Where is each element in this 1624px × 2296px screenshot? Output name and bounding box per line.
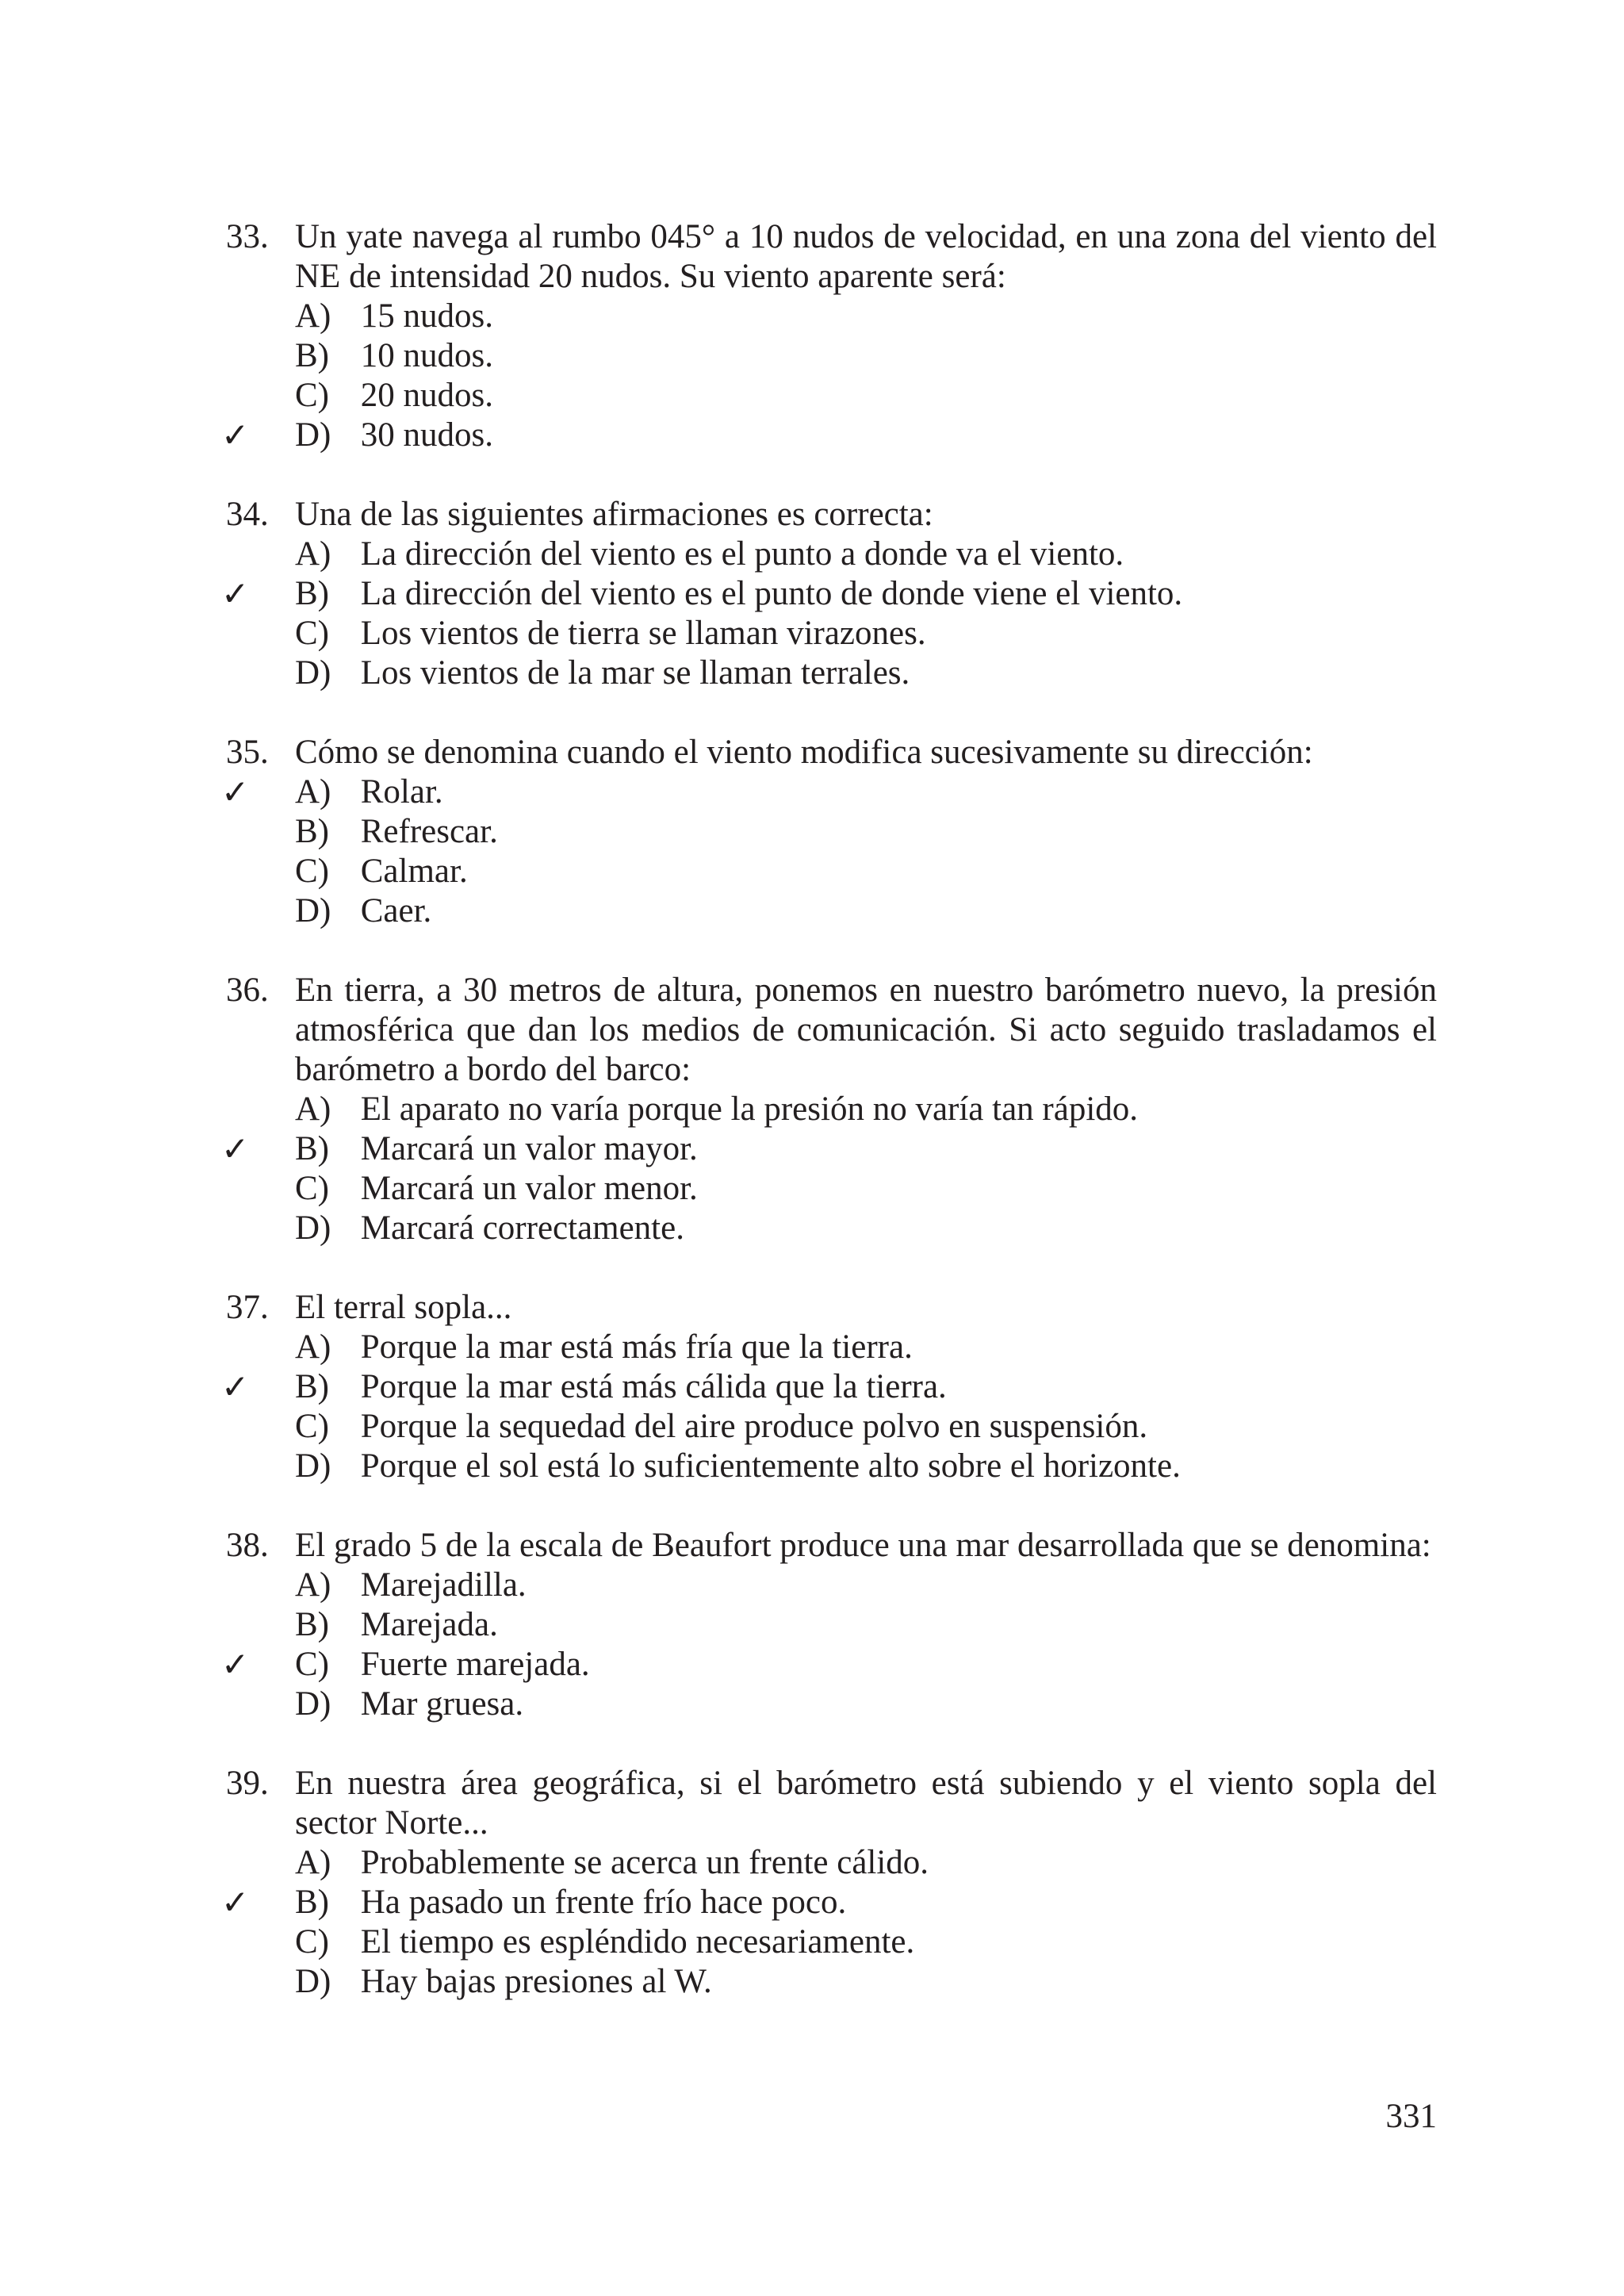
- check-mark-icon: ✓: [221, 1367, 250, 1406]
- question-text: Cómo se denomina cuando el viento modifica sucesivamente su dirección:: [295, 734, 1313, 771]
- option-letter: C): [295, 1408, 329, 1445]
- answer-option: [226, 1328, 1437, 1367]
- answer-options: [221, 772, 1437, 931]
- question-header: [226, 495, 1437, 535]
- option-text: Hay bajas presiones al W.: [360, 1963, 712, 2000]
- answer-option: [226, 1209, 1437, 1248]
- check-mark-icon: ✓: [221, 772, 250, 811]
- question-header: [226, 733, 1437, 772]
- option-text: La dirección del viento es el punto de donde viene el viento.: [360, 575, 1183, 612]
- question-item: [221, 495, 1437, 693]
- option-letter: A): [295, 1844, 331, 1881]
- option-text: Marcará un valor mayor.: [360, 1130, 698, 1167]
- option-text: Rolar.: [360, 773, 443, 811]
- question-item: [221, 1764, 1437, 2002]
- question-number: 36.: [226, 972, 269, 1009]
- answer-option: [226, 1447, 1437, 1486]
- answer-option: [226, 1090, 1437, 1129]
- option-text: Porque la mar está más fría que la tierra.: [360, 1328, 913, 1366]
- question-text: El grado 5 de la escala de Beaufort produce una mar desarrollada que se denomina:: [295, 1527, 1431, 1564]
- option-text: Ha pasado un frente frío hace poco.: [360, 1884, 847, 1921]
- option-letter: B): [295, 1884, 329, 1921]
- option-text: 30 nudos.: [360, 416, 493, 454]
- option-letter: C): [295, 853, 329, 890]
- question-number: 33.: [226, 218, 269, 255]
- answer-option: [221, 772, 1437, 812]
- question-text: En nuestra área geográfica, si el barómetro está subiendo y el viento sopla del sector Norte...: [295, 1765, 1437, 1842]
- option-letter: D): [295, 1963, 331, 2000]
- option-letter: D): [295, 1209, 331, 1247]
- question-item: [221, 733, 1437, 931]
- option-text: Caer.: [360, 892, 432, 930]
- check-mark-icon: ✓: [221, 1883, 250, 1922]
- question-header: [226, 1764, 1437, 1843]
- option-text: Porque la sequedad del aire produce polvo en suspensión.: [360, 1408, 1148, 1445]
- option-text: Porque la mar está más cálida que la tierra.: [360, 1368, 947, 1405]
- option-text: El aparato no varía porque la presión no varía tan rápido.: [360, 1091, 1139, 1128]
- option-text: Marejadilla.: [360, 1566, 527, 1604]
- option-letter: C): [295, 615, 329, 652]
- option-letter: C): [295, 1170, 329, 1207]
- option-text: La dirección del viento es el punto a donde va el viento.: [360, 535, 1124, 573]
- answer-option: [221, 1129, 1437, 1169]
- question-item: [221, 971, 1437, 1248]
- option-letter: B): [295, 813, 329, 850]
- question-text: El terral sopla...: [295, 1289, 512, 1326]
- answer-option: [226, 1685, 1437, 1724]
- answer-option: [221, 1645, 1437, 1685]
- option-letter: B): [295, 575, 329, 612]
- answer-options: [221, 535, 1437, 693]
- answer-option: [226, 336, 1437, 376]
- option-letter: A): [295, 297, 331, 335]
- answer-option: [226, 812, 1437, 852]
- answer-option: [226, 1962, 1437, 2002]
- option-letter: D): [295, 892, 331, 930]
- option-text: Marejada.: [360, 1606, 498, 1643]
- question-text: Un yate navega al rumbo 045° a 10 nudos de velocidad, en una zona del viento del NE de intensidad 20 nudos. Su viento aparente será:: [295, 218, 1437, 295]
- answer-option: [221, 1883, 1437, 1922]
- answer-option: [226, 1566, 1437, 1605]
- answer-option: [226, 376, 1437, 416]
- check-mark-icon: ✓: [221, 1645, 250, 1684]
- option-letter: D): [295, 1685, 331, 1723]
- answer-option: [226, 297, 1437, 336]
- question-header: [226, 1288, 1437, 1328]
- option-text: Refrescar.: [360, 813, 498, 850]
- answer-option: [221, 1367, 1437, 1407]
- answer-options: [221, 1843, 1437, 2002]
- option-letter: A): [295, 773, 331, 811]
- option-text: Los vientos de la mar se llaman terrales.: [360, 654, 910, 692]
- question-number: 39.: [226, 1765, 269, 1802]
- answer-option: [226, 852, 1437, 891]
- option-letter: A): [295, 1566, 331, 1604]
- answer-option: [221, 574, 1437, 614]
- question-number: 35.: [226, 734, 269, 771]
- answer-option: [226, 1407, 1437, 1447]
- option-letter: B): [295, 337, 329, 374]
- option-text: Marcará un valor menor.: [360, 1170, 698, 1207]
- answer-option: [226, 654, 1437, 693]
- option-letter: A): [295, 1091, 331, 1128]
- question-item: [221, 217, 1437, 455]
- question-list: [221, 217, 1437, 2041]
- option-text: Mar gruesa.: [360, 1685, 524, 1723]
- answer-option: [226, 1843, 1437, 1883]
- answer-option: [226, 1922, 1437, 1962]
- page-number: 331: [1385, 2098, 1437, 2135]
- option-letter: B): [295, 1368, 329, 1405]
- answer-option: [221, 416, 1437, 455]
- question-header: [226, 971, 1437, 1090]
- option-letter: B): [295, 1130, 329, 1167]
- answer-options: [221, 297, 1437, 455]
- check-mark-icon: ✓: [221, 574, 250, 613]
- question-header: [226, 217, 1437, 297]
- option-letter: A): [295, 1328, 331, 1366]
- option-text: 10 nudos.: [360, 337, 493, 374]
- answer-option: [226, 1169, 1437, 1209]
- option-letter: C): [295, 377, 329, 414]
- option-text: Marcará correctamente.: [360, 1209, 684, 1247]
- answer-option: [226, 535, 1437, 574]
- question-header: [226, 1526, 1437, 1566]
- answer-option: [226, 614, 1437, 654]
- option-text: Fuerte marejada.: [360, 1646, 590, 1683]
- question-number: 38.: [226, 1527, 269, 1564]
- option-letter: C): [295, 1646, 329, 1683]
- question-item: [221, 1526, 1437, 1724]
- option-letter: B): [295, 1606, 329, 1643]
- question-text: Una de las siguientes afirmaciones es correcta:: [295, 496, 933, 533]
- question-number: 34.: [226, 496, 269, 533]
- option-text: Calmar.: [360, 853, 468, 890]
- answer-options: [221, 1566, 1437, 1724]
- answer-option: [226, 891, 1437, 931]
- option-text: Probablemente se acerca un frente cálido.: [360, 1844, 929, 1881]
- option-letter: D): [295, 1447, 331, 1485]
- option-text: El tiempo es espléndido necesariamente.: [360, 1923, 915, 1961]
- question-number: 37.: [226, 1289, 269, 1326]
- answer-option: [226, 1605, 1437, 1645]
- option-text: 15 nudos.: [360, 297, 493, 335]
- option-letter: D): [295, 416, 331, 454]
- option-letter: C): [295, 1923, 329, 1961]
- option-text: 20 nudos.: [360, 377, 493, 414]
- check-mark-icon: ✓: [221, 1129, 250, 1168]
- option-letter: A): [295, 535, 331, 573]
- question-text: En tierra, a 30 metros de altura, ponemos en nuestro barómetro nuevo, la presión atmosférica que dan los medios de comunicación. Si acto seguido trasladamos el barómetro a bordo del barco:: [295, 972, 1437, 1088]
- answer-options: [221, 1090, 1437, 1248]
- answer-options: [221, 1328, 1437, 1486]
- option-letter: D): [295, 654, 331, 692]
- option-text: Porque el sol está lo suficientemente alto sobre el horizonte.: [360, 1447, 1181, 1485]
- question-item: [221, 1288, 1437, 1486]
- option-text: Los vientos de tierra se llaman virazones.: [360, 615, 926, 652]
- check-mark-icon: ✓: [221, 416, 250, 454]
